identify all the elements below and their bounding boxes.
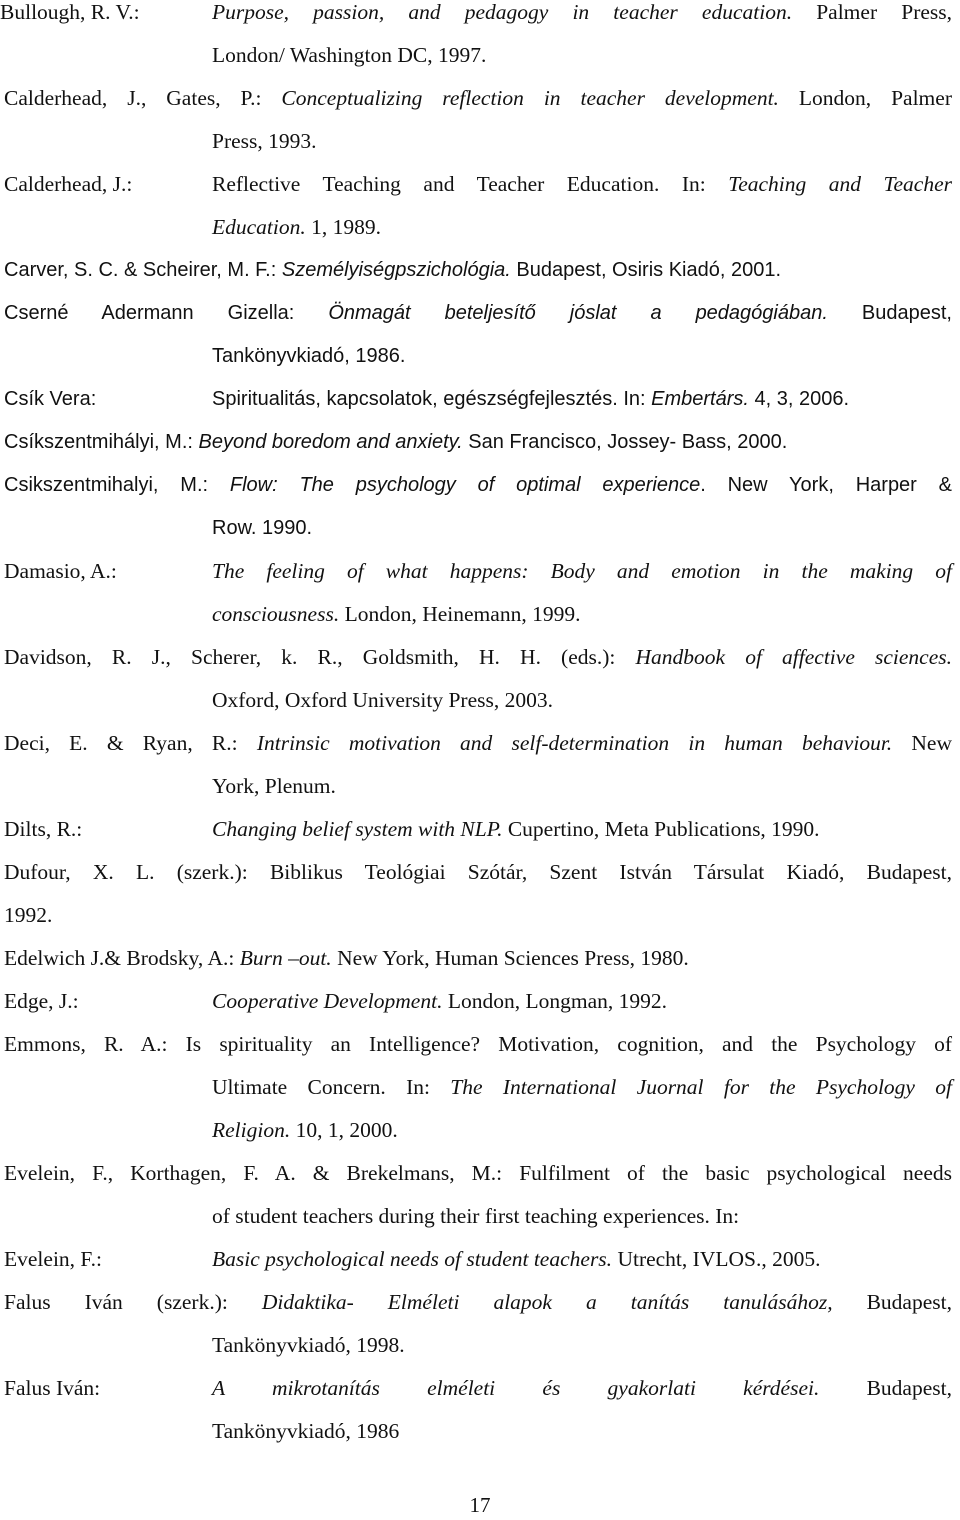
reference-entry: Deci, E. & Ryan, R.: Intrinsic motivation and self-determination in human behaviour. New — [4, 731, 952, 755]
reference-entry: Evelein, F., Korthagen, F. A. & Brekelmans, M.: Fulfilment of the basic psychological needs — [4, 1161, 952, 1185]
reference-line: Religion. 10, 1, 2000. — [212, 1118, 398, 1142]
reference-entry: Calderhead, J., Gates, P.: Conceptualizing reflection in teacher development. London, Palmer — [4, 86, 952, 110]
reference-line: Changing belief system with NLP. Cupertino, Meta Publications, 1990. — [212, 817, 820, 841]
reference-entry: Dufour, X. L. (szerk.): Biblikus Teológiai Szótár, Szent István Társulat Kiadó, Budapest, — [4, 860, 952, 884]
reference-entry: Damasio, A.: — [4, 559, 117, 583]
reference-line: consciousness. London, Heinemann, 1999. — [212, 602, 581, 626]
reference-line: Education. 1, 1989. — [212, 215, 381, 239]
reference-line: 1992. — [4, 903, 53, 927]
reference-line: A mikrotanítás elméleti és gyakorlati kérdései. Budapest, — [212, 1376, 952, 1400]
reference-entry: Csík Vera: — [4, 388, 97, 410]
reference-entry: Csikszentmihalyi, M.: Flow: The psychology of optimal experience. New York, Harper & — [4, 474, 952, 496]
reference-line: Basic psychological needs of student teachers. Utrecht, IVLOS., 2005. — [212, 1247, 821, 1271]
reference-line: York, Plenum. — [212, 774, 336, 798]
reference-line: Ultimate Concern. In: The International Juornal for the Psychology of — [212, 1075, 953, 1099]
ref-author: Bullough, R. V.: — [0, 0, 140, 24]
reference-line: Tankönyvkiadó, 1986. — [212, 345, 406, 367]
reference-entry: Calderhead, J.: — [4, 172, 133, 196]
reference-entry: Dilts, R.: — [4, 817, 83, 841]
reference-entry: Davidson, R. J., Scherer, k. R., Goldsmith, H. H. (eds.): Handbook of affective sciences. — [4, 645, 952, 669]
reference-line: Cooperative Development. London, Longman, 1992. — [212, 989, 667, 1013]
reference-entry: Carver, S. C. & Scheirer, M. F.: Személyiségpszichológia. Budapest, Osiris Kiadó, 2001. — [4, 259, 782, 281]
reference-line: Tankönyvkiadó, 1998. — [212, 1333, 405, 1357]
page-number: 17 — [469, 1493, 491, 1517]
reference-entry: Edelwich J.& Brodsky, A.: Burn –out. New York, Human Sciences Press, 1980. — [4, 946, 689, 970]
reference-line: Purpose, passion, and pedagogy in teacher education. Palmer Press, — [212, 0, 952, 24]
reference-line: London/ Washington DC, 1997. — [212, 43, 487, 67]
reference-entry: Csíkszentmihályi, M.: Beyond boredom and anxiety. San Francisco, Jossey- Bass, 2000. — [4, 431, 788, 453]
reference-entry: Emmons, R. A.: Is spirituality an Intelligence? Motivation, cognition, and the Psychology of — [4, 1032, 952, 1056]
reference-line: Reflective Teaching and Teacher Education. In: Teaching and Teacher — [212, 172, 952, 196]
reference-line: Row. 1990. — [212, 517, 313, 539]
reference-entry: Cserné Adermann Gizella: Önmagát beteljesítő jóslat a pedagógiában. Budapest, — [4, 302, 952, 324]
reference-line: Spiritualitás, kapcsolatok, egészségfejlesztés. In: Embertárs. 4, 3, 2006. — [212, 388, 850, 410]
reference-line: Press, 1993. — [212, 129, 317, 153]
reference-entry: Edge, J.: — [4, 989, 79, 1013]
reference-line: of student teachers during their first teaching experiences. In: — [212, 1204, 740, 1228]
reference-line: The feeling of what happens: Body and emotion in the making of — [212, 559, 952, 583]
reference-entry: Falus Iván: — [4, 1376, 101, 1400]
reference-entry: Evelein, F.: — [4, 1247, 102, 1271]
reference-line: Tankönyvkiadó, 1986 — [212, 1419, 400, 1443]
reference-entry: Falus Iván (szerk.): Didaktika- Elméleti alapok a tanítás tanulásához, Budapest, — [4, 1290, 952, 1314]
reference-line: Oxford, Oxford University Press, 2003. — [212, 688, 553, 712]
